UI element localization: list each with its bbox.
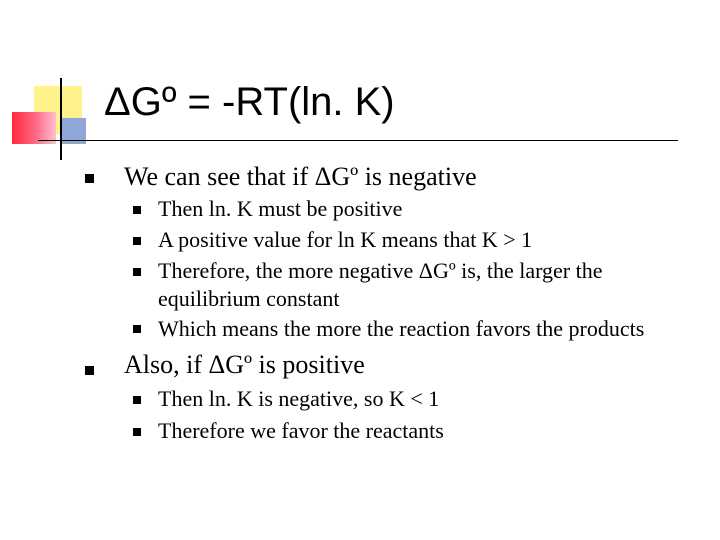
sub-bullet-square-icon: [133, 428, 141, 436]
bullet-text: We can see that if ΔGº is negative: [124, 162, 477, 191]
sub-bullet-text: Then ln. K must be positive: [158, 196, 403, 221]
sub-bullet-text-continuation: equilibrium constant: [158, 286, 340, 311]
sub-bullet-text: A positive value for ln K means that K > 1: [158, 227, 533, 252]
sub-bullet-text: Therefore we favor the reactants: [158, 418, 444, 443]
bullet-square-icon: [85, 366, 94, 375]
sub-bullet-square-icon: [133, 396, 141, 404]
sub-bullet-square-icon: [133, 206, 141, 214]
title-underline-rule: [38, 140, 678, 141]
sub-bullet-text: Therefore, the more negative ΔGº is, the larger the: [158, 258, 603, 283]
bullet-square-icon: [85, 174, 94, 183]
sub-bullet-square-icon: [133, 237, 141, 245]
sub-bullet-text: Then ln. K is negative, so K < 1: [158, 386, 440, 411]
logo-vertical-rule: [60, 78, 62, 160]
sub-bullet-square-icon: [133, 325, 141, 333]
slide-title: ΔGº = -RT(ln. K): [104, 80, 395, 124]
bullet-text: Also, if ΔGº is positive: [124, 350, 365, 379]
sub-bullet-text: Which means the more the reaction favors the products: [158, 316, 645, 341]
sub-bullet-square-icon: [133, 268, 141, 276]
